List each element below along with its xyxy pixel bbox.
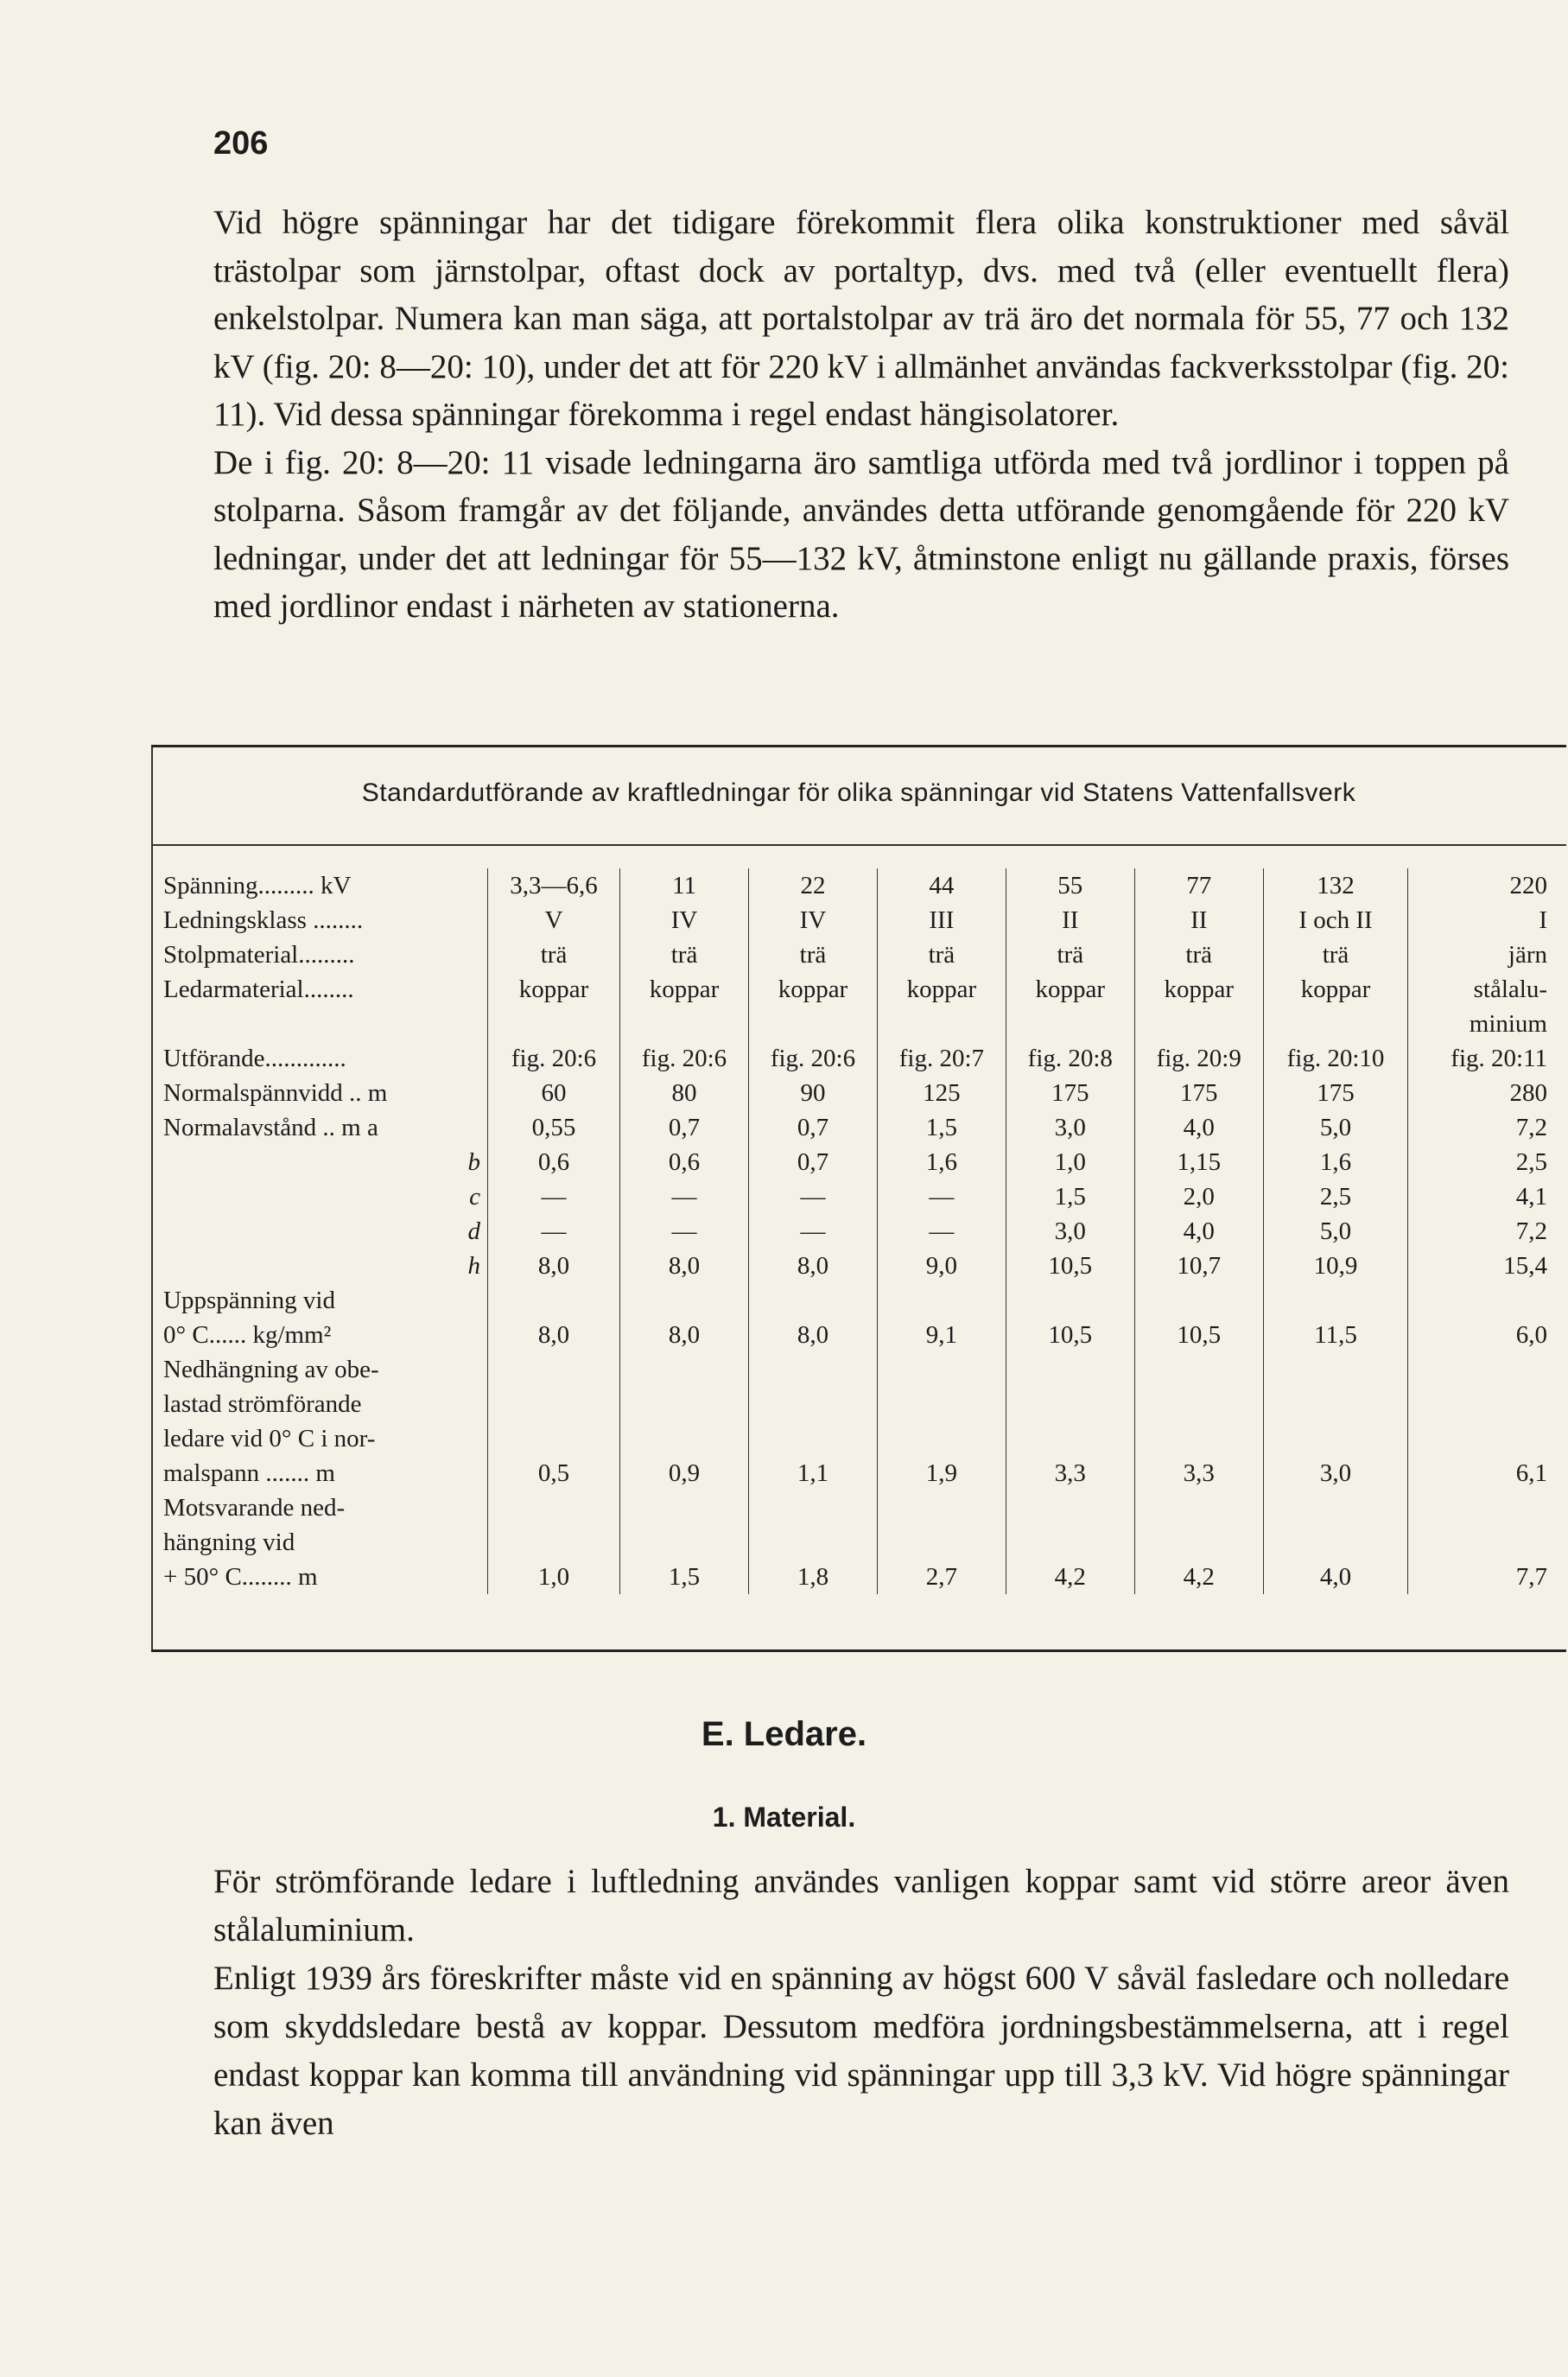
table-cell: trä [1006,937,1134,972]
table-cell: 175 [1134,1076,1263,1110]
table-cell: 4,2 [1134,1560,1263,1594]
table-cell: 0,7 [620,1110,749,1145]
table-cell: 8,0 [749,1249,878,1283]
row-label: hängning vid [163,1529,295,1556]
table-cell: 0,7 [749,1110,878,1145]
table-row [156,1249,1565,1283]
table-cell: 10,7 [1134,1249,1263,1283]
table-cell: fig. 20:8 [1006,1041,1134,1076]
table-row [156,1214,1565,1249]
table-cell [1408,1421,1565,1456]
table-cell: koppar [749,972,878,1007]
table-cell: minium [1408,1007,1565,1041]
row-label: Spänning......... kV [163,872,352,899]
table-cell [1408,1525,1565,1560]
table-cell [488,1352,620,1387]
table-cell: 55 [1006,868,1134,903]
table-cell: koppar [1263,972,1408,1007]
table-cell [1263,1421,1408,1456]
table-cell: 8,0 [488,1249,620,1283]
table-cell: trä [488,937,620,972]
table-cell: fig. 20:9 [1134,1041,1263,1076]
table-cell: 10,5 [1006,1318,1134,1352]
table-cell: 0,55 [488,1110,620,1145]
table-cell: 44 [877,868,1006,903]
table-cell [1134,1283,1263,1318]
row-label: Normalspännvidd .. m [163,1079,388,1107]
table-row [156,1110,1565,1145]
table-row [156,1456,1565,1490]
table-cell: — [877,1214,1006,1249]
table-cell: 0,9 [620,1456,749,1490]
table-cell: trä [1263,937,1408,972]
table-cell: 280 [1408,1076,1565,1110]
paragraph: Enligt 1939 års föreskrifter måste vid en spänning av högst 600 V såväl fasledare och nolledare som skyddsledare bestå av koppar. Dessutom medföra jordningsbestämmelserna, att i regel endast koppar kan komma till användning vid spänningar upp till 3,3 kV. Vid högre spänningar kan även [213,1960,1509,2142]
table-cell: fig. 20:7 [877,1041,1006,1076]
table-cell [1006,1490,1134,1525]
table-cell: fig. 20:6 [620,1041,749,1076]
table-cell [749,1387,878,1421]
table-cell [1134,1421,1263,1456]
table-cell [1263,1283,1408,1318]
table-cell: — [749,1179,878,1214]
table-cell [749,1352,878,1387]
table-cell [620,1490,749,1525]
table-row [156,903,1565,937]
table-cell [877,1283,1006,1318]
table-cell: 1,6 [1263,1145,1408,1179]
table-cell: koppar [1006,972,1134,1007]
table-cell: 125 [877,1076,1006,1110]
table-cell: 3,0 [1263,1456,1408,1490]
row-label: h [467,1252,480,1280]
table-cell [1263,1387,1408,1421]
row-label: Stolpmaterial......... [163,941,355,969]
table-cell [749,1490,878,1525]
table-cell: III [877,903,1006,937]
subsection-title: 1. Material. [712,1802,856,1833]
table-cell: 77 [1134,868,1263,903]
table-cell [488,1283,620,1318]
table-cell [1408,1387,1565,1421]
table-cell: trä [749,937,878,972]
row-label: d [467,1217,480,1245]
table-cell: I och II [1263,903,1408,937]
table-cell [620,1387,749,1421]
table-caption: Standardutförande av kraftledningar för olika spänningar vid Statens Vattenfallsverk [361,779,1356,807]
table-cell [1134,1352,1263,1387]
table-cell [1006,1421,1134,1456]
table-cell: 175 [1263,1076,1408,1110]
table-cell: 1,5 [620,1560,749,1594]
paragraph: För strömförande ledare i luftledning användes vanligen koppar samt vid större areor även stålaluminium. [213,1863,1509,1948]
row-label [156,1007,488,1041]
table-row [156,1525,1565,1560]
table-cell [877,1525,1006,1560]
table-cell: 1,6 [877,1145,1006,1179]
table-cell [620,1007,749,1041]
table-cell [488,1490,620,1525]
table-row [156,1318,1565,1352]
table-cell: 0,7 [749,1145,878,1179]
table-cell: 1,0 [488,1560,620,1594]
table-row [156,1007,1565,1041]
table-cell: 8,0 [620,1249,749,1283]
table-cell [877,1007,1006,1041]
table-cell: järn [1408,937,1565,972]
table-row [156,1041,1565,1076]
table-cell [877,1352,1006,1387]
table-cell [1134,1007,1263,1041]
table-cell: 22 [749,868,878,903]
table-cell: 1,1 [749,1456,878,1490]
table-cell: 60 [488,1076,620,1110]
row-label: malspann ....... m [163,1459,335,1487]
table-cell [877,1421,1006,1456]
table-cell: 10,9 [1263,1249,1408,1283]
table-cell: 2,5 [1408,1145,1565,1179]
row-label: Uppspänning vid [163,1287,335,1314]
row-label: Normalavstånd .. m a [163,1114,378,1141]
body-text [213,1858,1509,2148]
table-cell: 2,5 [1263,1179,1408,1214]
table-cell [1134,1387,1263,1421]
row-label: c [469,1183,480,1211]
table-cell: — [749,1214,878,1249]
row-label: Motsvarande ned- [163,1494,346,1522]
table-cell: IV [620,903,749,937]
page-number: 206 [213,125,269,162]
table-cell: 3,0 [1006,1214,1134,1249]
table-row [156,1076,1565,1110]
table-cell: 4,0 [1263,1560,1408,1594]
table-cell [1408,1490,1565,1525]
table-cell [620,1283,749,1318]
row-label: b [467,1148,480,1176]
table-cell: 1,5 [1006,1179,1134,1214]
table-row [156,1421,1565,1456]
table-cell: koppar [1134,972,1263,1007]
table-cell: 132 [1263,868,1408,903]
table-cell [749,1525,878,1560]
table-cell: II [1134,903,1263,937]
table-cell: 4,0 [1134,1214,1263,1249]
table-cell: fig. 20:10 [1263,1041,1408,1076]
table-cell: 1,8 [749,1560,878,1594]
table-cell: 10,5 [1134,1318,1263,1352]
table-cell: V [488,903,620,937]
table-row [156,1352,1565,1387]
table-cell [1134,1525,1263,1560]
table-row [156,1145,1565,1179]
table-cell: — [877,1179,1006,1214]
table-cell [749,1007,878,1041]
table-cell: trä [877,937,1006,972]
table-cell: — [488,1214,620,1249]
table-cell [877,1490,1006,1525]
table-row [156,868,1565,903]
row-label: ledare vid 0° C i nor- [163,1425,376,1452]
table-cell [620,1352,749,1387]
table-cell: stålalu- [1408,972,1565,1007]
paragraph: Vid högre spänningar har det tidigare förekommit flera olika konstruktioner med såväl trästolpar som järnstolpar, oftast dock av portaltyp, dvs. med två (eller eventuellt flera) enkelstolpar. Numera kan man säga, att portalstolpar av trä äro det normala för 55, 77 och 132 kV (fig. 20: 8—20: 10), under det att för 220 kV i allmänhet användas fackverksstolpar (fig. 20: 11). Vid dessa spänningar förekomma i regel endast hängisolatorer. [213,204,1509,433]
table-cell: 0,6 [488,1145,620,1179]
table-cell [488,1387,620,1421]
table-cell: 1,15 [1134,1145,1263,1179]
table-cell [1408,1283,1565,1318]
table-row [156,972,1565,1007]
table-cell [488,1525,620,1560]
table-cell: 2,7 [877,1560,1006,1594]
paragraph: De i fig. 20: 8—20: 11 visade ledningarna äro samtliga utförda med två jordlinor i toppen på stolparna. Såsom framgår av det följande, användes detta utförande genomgående för 220 kV ledningar, under det att ledningar för 55—132 kV, åtminstone enligt nu gällande praxis, förses med jordlinor endast i närheten av stationerna. [213,443,1509,625]
table-cell: 11,5 [1263,1318,1408,1352]
table-cell [1134,1490,1263,1525]
table-cell [488,1007,620,1041]
table-cell: 8,0 [749,1318,878,1352]
row-label: Nedhängning av obe- [163,1356,379,1383]
table-cell [1263,1490,1408,1525]
table-cell: fig. 20:11 [1408,1041,1565,1076]
table-cell: fig. 20:6 [749,1041,878,1076]
table-cell [749,1283,878,1318]
table-cell: IV [749,903,878,937]
table-cell: 5,0 [1263,1214,1408,1249]
table-row [156,1387,1565,1421]
table-cell: 0,5 [488,1456,620,1490]
table-cell: 80 [620,1076,749,1110]
table-cell [488,1421,620,1456]
table-cell: 5,0 [1263,1110,1408,1145]
row-label: Ledningsklass ........ [163,906,364,934]
table-cell [1263,1352,1408,1387]
table-cell [620,1525,749,1560]
table-cell: koppar [877,972,1006,1007]
table-cell: II [1006,903,1134,937]
table-cell [749,1421,878,1456]
table-cell [1006,1525,1134,1560]
table-cell: 7,7 [1408,1560,1565,1594]
table-cell: 15,4 [1408,1249,1565,1283]
table-cell: — [620,1179,749,1214]
table-cell: 9,1 [877,1318,1006,1352]
table-cell: 6,1 [1408,1456,1565,1490]
table-row [156,1490,1565,1525]
table-cell: 3,3 [1134,1456,1263,1490]
row-label: Utförande............. [163,1045,346,1072]
table-cell: 4,1 [1408,1179,1565,1214]
table-row [156,1560,1565,1594]
table-cell: trä [620,937,749,972]
table-cell [877,1387,1006,1421]
table-cell: 3,3—6,6 [488,868,620,903]
table-cell [1006,1387,1134,1421]
table-cell [1263,1525,1408,1560]
standards-table-block [151,745,1566,1652]
table-cell: 175 [1006,1076,1134,1110]
row-label: lastad strömförande [163,1390,362,1418]
table-cell: 3,0 [1006,1110,1134,1145]
table-cell [1006,1352,1134,1387]
table-cell: 4,0 [1134,1110,1263,1145]
table-cell: 90 [749,1076,878,1110]
table-cell: fig. 20:6 [488,1041,620,1076]
table-cell: koppar [620,972,749,1007]
table-left-border [151,747,153,1649]
table-cell [1006,1283,1134,1318]
table-cell: 2,0 [1134,1179,1263,1214]
table-cell: 1,5 [877,1110,1006,1145]
intro-text [213,199,1509,631]
table-cell: 4,2 [1006,1560,1134,1594]
row-label: 0° C...... kg/mm² [163,1321,332,1349]
table-cell: 7,2 [1408,1110,1565,1145]
row-label: Ledarmaterial........ [163,976,354,1003]
table-cell: 8,0 [620,1318,749,1352]
table-cell: 1,0 [1006,1145,1134,1179]
row-label: + 50° C........ m [163,1563,318,1591]
table-cell: 0,6 [620,1145,749,1179]
table-cell [1263,1007,1408,1041]
table-cell: I [1408,903,1565,937]
table-cell: trä [1134,937,1263,972]
section-title: E. Ledare. [701,1715,867,1753]
table-cell: 10,5 [1006,1249,1134,1283]
table-cell: 6,0 [1408,1318,1565,1352]
table-cell [1006,1007,1134,1041]
table-cell: 3,3 [1006,1456,1134,1490]
table-cell: koppar [488,972,620,1007]
table-cell: — [620,1214,749,1249]
table-cell: 9,0 [877,1249,1006,1283]
table-cell [1408,1352,1565,1387]
table-row [156,1179,1565,1214]
table-cell [620,1421,749,1456]
table-cell: 1,9 [877,1456,1006,1490]
table-cell: 8,0 [488,1318,620,1352]
table-cell: — [488,1179,620,1214]
table-cell: 7,2 [1408,1214,1565,1249]
caption-divider [151,844,1566,846]
table-cell: 220 [1408,868,1565,903]
standards-table [156,868,1565,1594]
table-row [156,1283,1565,1318]
table-cell: 11 [620,868,749,903]
table-row [156,937,1565,972]
